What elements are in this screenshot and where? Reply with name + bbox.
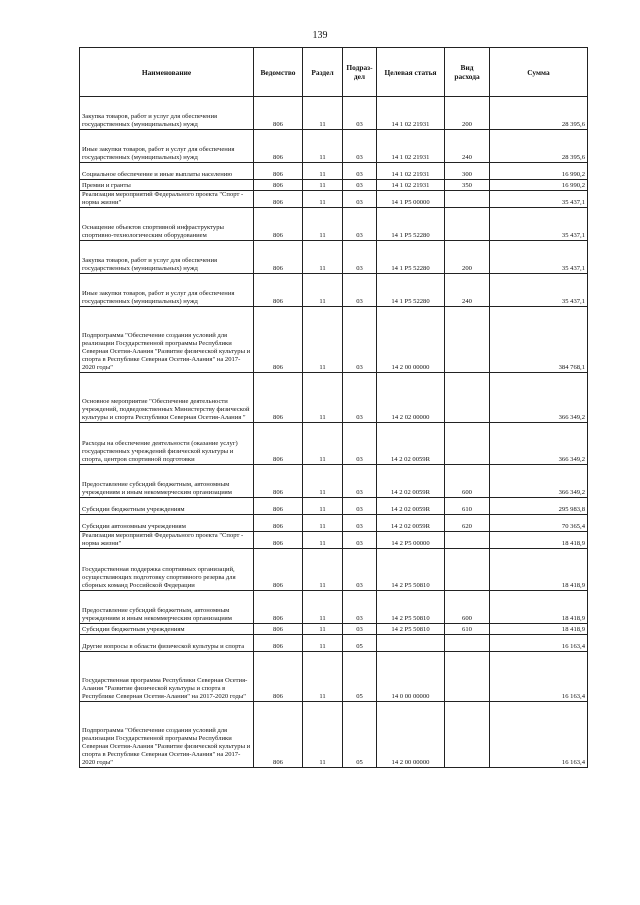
row-target: 14 2 P5 50810 bbox=[377, 549, 445, 591]
row-expense-type bbox=[445, 532, 490, 549]
table-row bbox=[80, 549, 588, 591]
table-row bbox=[80, 702, 588, 768]
row-expense-type: 200 bbox=[445, 97, 490, 130]
row-dept: 806 bbox=[254, 274, 303, 307]
row-subsection: 03 bbox=[343, 130, 377, 163]
row-dept: 806 bbox=[254, 373, 303, 423]
row-subsection: 03 bbox=[343, 241, 377, 274]
row-name: Субсидии автономным учреждениям bbox=[80, 515, 254, 532]
row-section: 11 bbox=[303, 307, 343, 373]
row-name: Предоставление субсидий бюджетным, автономным учреждениям и иным некоммерческим организациям bbox=[80, 591, 254, 624]
row-expense-type: 240 bbox=[445, 274, 490, 307]
row-section: 11 bbox=[303, 423, 343, 465]
table-row bbox=[80, 180, 588, 191]
row-amount: 35 437,1 bbox=[490, 274, 588, 307]
row-name: Субсидии бюджетным учреждениям bbox=[80, 624, 254, 635]
row-subsection: 03 bbox=[343, 465, 377, 498]
row-subsection: 03 bbox=[343, 163, 377, 180]
row-amount: 35 437,1 bbox=[490, 241, 588, 274]
row-section: 11 bbox=[303, 241, 343, 274]
row-section: 11 bbox=[303, 163, 343, 180]
row-dept: 806 bbox=[254, 591, 303, 624]
page-number: 139 bbox=[312, 30, 328, 41]
row-name: Реализация мероприятий Федерального проекта "Спорт - норма жизни" bbox=[80, 532, 254, 549]
table-body bbox=[80, 97, 588, 768]
row-target: 14 2 02 0059R bbox=[377, 465, 445, 498]
row-amount: 28 395,6 bbox=[490, 97, 588, 130]
header-dept: Ведомство bbox=[254, 48, 303, 97]
row-subsection: 03 bbox=[343, 498, 377, 515]
row-expense-type: 620 bbox=[445, 515, 490, 532]
budget-table bbox=[79, 47, 588, 768]
row-section: 11 bbox=[303, 465, 343, 498]
row-subsection: 05 bbox=[343, 652, 377, 702]
row-section: 11 bbox=[303, 591, 343, 624]
row-expense-type bbox=[445, 191, 490, 208]
row-target: 14 2 00 00000 bbox=[377, 307, 445, 373]
row-dept: 806 bbox=[254, 624, 303, 635]
row-section: 11 bbox=[303, 180, 343, 191]
row-expense-type: 240 bbox=[445, 130, 490, 163]
header-section: Раздел bbox=[303, 48, 343, 97]
row-expense-type bbox=[445, 208, 490, 241]
row-target: 14 2 02 0059R bbox=[377, 515, 445, 532]
row-dept: 806 bbox=[254, 97, 303, 130]
row-dept: 806 bbox=[254, 163, 303, 180]
row-expense-type bbox=[445, 307, 490, 373]
header-name: Наименование bbox=[80, 48, 254, 97]
row-section: 11 bbox=[303, 373, 343, 423]
row-dept: 806 bbox=[254, 635, 303, 652]
row-amount: 16 163,4 bbox=[490, 702, 588, 768]
row-section: 11 bbox=[303, 652, 343, 702]
row-section: 11 bbox=[303, 191, 343, 208]
row-section: 11 bbox=[303, 130, 343, 163]
row-expense-type: 600 bbox=[445, 591, 490, 624]
row-amount: 18 418,9 bbox=[490, 549, 588, 591]
row-name: Подпрограмма "Обеспечение создания условий для реализации Государственной программы Республики Северная Осетия-Алания "Развитие физической культуры и спорта в Республике Северная Осетия-Алания" на 2017-2020 годы" bbox=[80, 307, 254, 373]
row-dept: 806 bbox=[254, 702, 303, 768]
row-amount: 384 768,1 bbox=[490, 307, 588, 373]
row-subsection: 05 bbox=[343, 635, 377, 652]
row-subsection: 03 bbox=[343, 591, 377, 624]
row-section: 11 bbox=[303, 635, 343, 652]
row-section: 11 bbox=[303, 515, 343, 532]
row-name: Иные закупки товаров, работ и услуг для обеспечения государственных (муниципальных) нужд bbox=[80, 130, 254, 163]
row-subsection: 03 bbox=[343, 180, 377, 191]
row-target: 14 2 P5 50810 bbox=[377, 591, 445, 624]
row-name: Премии и гранты bbox=[80, 180, 254, 191]
row-target: 14 1 02 21931 bbox=[377, 180, 445, 191]
row-dept: 806 bbox=[254, 208, 303, 241]
row-amount: 16 163,4 bbox=[490, 635, 588, 652]
row-dept: 806 bbox=[254, 423, 303, 465]
row-section: 11 bbox=[303, 208, 343, 241]
row-amount: 70 365,4 bbox=[490, 515, 588, 532]
row-target: 14 1 02 21931 bbox=[377, 163, 445, 180]
row-target: 14 2 P5 50810 bbox=[377, 624, 445, 635]
row-target: 14 2 02 0059R bbox=[377, 423, 445, 465]
row-name: Основное мероприятие "Обеспечение деятельности учреждений, подведомственных Министерству физической культуры и спорта Республики Северная Осетия-Алания " bbox=[80, 373, 254, 423]
row-subsection: 03 bbox=[343, 208, 377, 241]
row-subsection: 03 bbox=[343, 307, 377, 373]
row-name: Иные закупки товаров, работ и услуг для обеспечения государственных (муниципальных) нужд bbox=[80, 274, 254, 307]
row-amount: 18 418,9 bbox=[490, 532, 588, 549]
table-row bbox=[80, 274, 588, 307]
row-expense-type bbox=[445, 652, 490, 702]
row-name: Оснащение объектов спортивной инфраструктуры спортивно-технологическим оборудованием bbox=[80, 208, 254, 241]
row-target: 14 2 00 00000 bbox=[377, 702, 445, 768]
row-amount: 366 349,2 bbox=[490, 423, 588, 465]
row-dept: 806 bbox=[254, 515, 303, 532]
row-name: Государственная программа Республики Северная Осетия-Алания "Развитие физической культуры и спорта в Республике Северная Осетия-Алания" на 2017-2020 годы" bbox=[80, 652, 254, 702]
table-row bbox=[80, 241, 588, 274]
row-amount: 18 418,9 bbox=[490, 591, 588, 624]
table-row bbox=[80, 635, 588, 652]
row-amount: 366 349,2 bbox=[490, 373, 588, 423]
row-name: Социальное обеспечение и иные выплаты населению bbox=[80, 163, 254, 180]
header-row bbox=[80, 48, 588, 97]
row-dept: 806 bbox=[254, 652, 303, 702]
table-row bbox=[80, 532, 588, 549]
row-name: Закупка товаров, работ и услуг для обеспечения государственных (муниципальных) нужд bbox=[80, 97, 254, 130]
table-row bbox=[80, 373, 588, 423]
row-expense-type: 300 bbox=[445, 163, 490, 180]
table-row bbox=[80, 163, 588, 180]
table-row bbox=[80, 208, 588, 241]
header-amount: Сумма bbox=[490, 48, 588, 97]
row-subsection: 05 bbox=[343, 702, 377, 768]
row-section: 11 bbox=[303, 532, 343, 549]
row-subsection: 03 bbox=[343, 515, 377, 532]
row-target: 14 1 P5 00000 bbox=[377, 191, 445, 208]
table-row bbox=[80, 498, 588, 515]
table-row bbox=[80, 307, 588, 373]
row-section: 11 bbox=[303, 702, 343, 768]
row-name: Предоставление субсидий бюджетным, автономным учреждениям и иным некоммерческим организациям bbox=[80, 465, 254, 498]
row-amount: 366 349,2 bbox=[490, 465, 588, 498]
table-row bbox=[80, 423, 588, 465]
row-subsection: 03 bbox=[343, 97, 377, 130]
row-name: Субсидии бюджетным учреждениям bbox=[80, 498, 254, 515]
table-row bbox=[80, 624, 588, 635]
row-subsection: 03 bbox=[343, 532, 377, 549]
row-amount: 16 990,2 bbox=[490, 163, 588, 180]
row-section: 11 bbox=[303, 549, 343, 591]
row-target: 14 2 P5 00000 bbox=[377, 532, 445, 549]
row-expense-type bbox=[445, 549, 490, 591]
row-amount: 35 437,1 bbox=[490, 191, 588, 208]
header-expense-type: Вид расхода bbox=[445, 48, 490, 97]
table-row bbox=[80, 191, 588, 208]
row-expense-type: 610 bbox=[445, 498, 490, 515]
row-subsection: 03 bbox=[343, 624, 377, 635]
row-expense-type bbox=[445, 423, 490, 465]
row-expense-type: 600 bbox=[445, 465, 490, 498]
row-expense-type bbox=[445, 635, 490, 652]
row-expense-type bbox=[445, 702, 490, 768]
row-section: 11 bbox=[303, 498, 343, 515]
header-target: Целевая статья bbox=[377, 48, 445, 97]
row-dept: 806 bbox=[254, 549, 303, 591]
row-expense-type: 610 bbox=[445, 624, 490, 635]
row-dept: 806 bbox=[254, 191, 303, 208]
row-dept: 806 bbox=[254, 130, 303, 163]
row-amount: 16 990,2 bbox=[490, 180, 588, 191]
table-row bbox=[80, 591, 588, 624]
row-name: Расходы на обеспечение деятельности (оказание услуг) государственных учреждений физической культуры и спорта, центров спортивной подготовки bbox=[80, 423, 254, 465]
row-amount: 28 395,6 bbox=[490, 130, 588, 163]
row-name: Государственная поддержка спортивных организаций, осуществляющих подготовку спортивного резерва для сборных команд Российской Федерации bbox=[80, 549, 254, 591]
row-dept: 806 bbox=[254, 180, 303, 191]
row-subsection: 03 bbox=[343, 549, 377, 591]
row-subsection: 03 bbox=[343, 373, 377, 423]
row-subsection: 03 bbox=[343, 274, 377, 307]
row-amount: 295 983,8 bbox=[490, 498, 588, 515]
row-subsection: 03 bbox=[343, 191, 377, 208]
row-target: 14 1 02 21931 bbox=[377, 97, 445, 130]
row-section: 11 bbox=[303, 274, 343, 307]
row-name: Другие вопросы в области физической культуры и спорта bbox=[80, 635, 254, 652]
row-dept: 806 bbox=[254, 241, 303, 274]
row-name: Закупка товаров, работ и услуг для обеспечения государственных (муниципальных) нужд bbox=[80, 241, 254, 274]
row-section: 11 bbox=[303, 624, 343, 635]
row-target: 14 0 00 00000 bbox=[377, 652, 445, 702]
row-section: 11 bbox=[303, 97, 343, 130]
row-amount: 35 437,1 bbox=[490, 208, 588, 241]
row-dept: 806 bbox=[254, 498, 303, 515]
row-name: Подпрограмма "Обеспечение создания условий для реализации Государственной программы Республики Северная Осетия-Алания "Развитие физической культуры и спорта в Республике Северная Осетия-Алания" на 2017-2020 годы" bbox=[80, 702, 254, 768]
row-target: 14 1 P5 52280 bbox=[377, 208, 445, 241]
row-target: 14 2 02 0059R bbox=[377, 498, 445, 515]
row-target: 14 1 P5 52280 bbox=[377, 241, 445, 274]
row-amount: 18 418,9 bbox=[490, 624, 588, 635]
table-row bbox=[80, 465, 588, 498]
header-subsection: Подраз-дел bbox=[343, 48, 377, 97]
table-row bbox=[80, 97, 588, 130]
row-target: 14 1 02 21931 bbox=[377, 130, 445, 163]
row-expense-type bbox=[445, 373, 490, 423]
row-dept: 806 bbox=[254, 307, 303, 373]
row-expense-type: 350 bbox=[445, 180, 490, 191]
row-amount: 16 163,4 bbox=[490, 652, 588, 702]
row-target bbox=[377, 635, 445, 652]
row-name: Реализация мероприятий Федерального проекта "Спорт - норма жизни" bbox=[80, 191, 254, 208]
row-target: 14 1 P5 52280 bbox=[377, 274, 445, 307]
row-expense-type: 200 bbox=[445, 241, 490, 274]
table-row bbox=[80, 652, 588, 702]
row-dept: 806 bbox=[254, 465, 303, 498]
row-target: 14 2 02 00000 bbox=[377, 373, 445, 423]
row-subsection: 03 bbox=[343, 423, 377, 465]
table-row bbox=[80, 515, 588, 532]
row-dept: 806 bbox=[254, 532, 303, 549]
table-row bbox=[80, 130, 588, 163]
